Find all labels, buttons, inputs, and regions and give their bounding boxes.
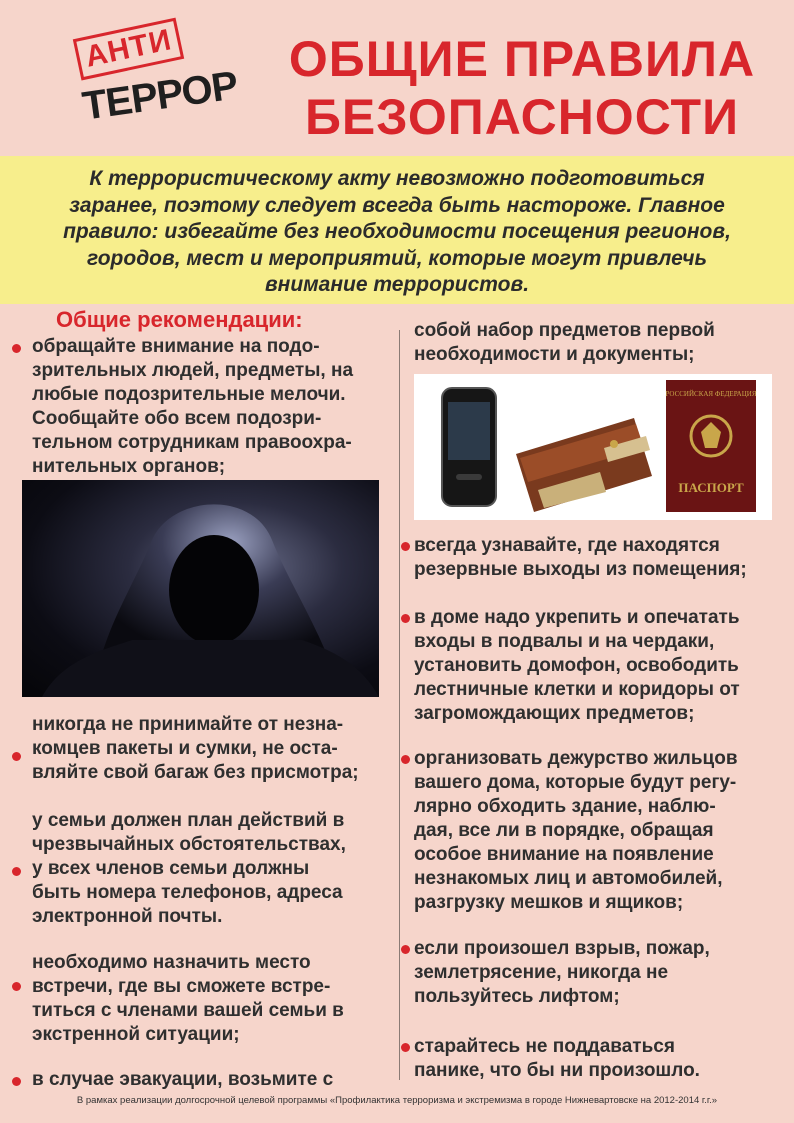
item-line: у семьи должен план действий в [32, 810, 345, 831]
intro-line: городов, мест и мероприятий, которые могут привлечь [87, 246, 707, 270]
item-line: всегда узнавайте, где находятся [414, 535, 720, 556]
mobile-phone-icon [442, 388, 496, 506]
item-line: лярно обходить здание, наблю- [414, 796, 716, 817]
intro-line: внимание террористов. [264, 273, 530, 296]
page-title-line2: БЕЗОПАСНОСТИ [304, 89, 740, 145]
intro-line: К террористическому акту невозможно подготовиться [89, 167, 705, 190]
item-line: пользуйтесь лифтом; [414, 986, 620, 1007]
item-line: электронной почты. [32, 906, 223, 927]
anti-terror-logo [70, 22, 250, 132]
passport-label: ПАСПОРТ [678, 480, 744, 495]
item-line: необходимо назначить место [32, 952, 311, 973]
page-title [262, 30, 782, 146]
item-line: дая, все ли в порядке, обращая [414, 820, 714, 841]
recommendation-item-9 [414, 937, 790, 1009]
recommendation-item-5-continued [414, 319, 784, 367]
intro-line: правило: избегайте без необходимости посещения регионов, [63, 220, 731, 243]
passport-top-text: РОССИЙСКАЯ ФЕДЕРАЦИЯ [665, 390, 757, 398]
item-line: панике, что бы ни произошло. [414, 1060, 700, 1081]
bullet-icon [12, 344, 21, 353]
item-line: входы в подвалы и на чердаки, [414, 631, 715, 652]
item-line: Сообщайте обо всем подозри- [32, 408, 322, 429]
item-line: любые подозрительные мелочи. [32, 384, 346, 405]
hooded-figure-icon [22, 480, 379, 697]
recommendation-item-1 [32, 335, 394, 479]
item-line: если произошел взрыв, пожар, [414, 938, 710, 959]
recommendation-item-8 [414, 747, 790, 915]
intro-text [30, 166, 764, 299]
hooded-figure-image [22, 480, 379, 697]
footer-note: В рамках реализации долгосрочной целевой программы «Профилактика терроризма и экстремизма в городе Нижневартовске на 2012-2014 г.г.» [76, 1095, 718, 1106]
logo-terror-text: ТЕРРОР [79, 63, 241, 129]
bullet-icon [401, 614, 410, 623]
item-line: титься с членами вашей семьи в [32, 1000, 344, 1021]
passport-icon [665, 380, 756, 512]
item-line: особое внимание на появление [414, 844, 714, 865]
item-line: установить домофон, освободить [414, 655, 739, 676]
item-line: старайтесь не поддаваться [414, 1036, 675, 1057]
page-title-line1: ОБЩИЕ ПРАВИЛА [288, 31, 756, 87]
item-line: разгрузку мешков и ящиков; [414, 892, 684, 913]
recommendation-item-2 [32, 713, 398, 785]
bullet-icon [12, 867, 21, 876]
recommendation-item-3 [32, 809, 394, 929]
item-line: в случае эвакуации, возьмите с [32, 1069, 334, 1090]
item-line: необходимости и документы; [414, 344, 695, 365]
item-line: незнакомых лиц и автомобилей, [414, 868, 723, 889]
item-line: вашего дома, которые будут регу- [414, 772, 737, 793]
wallet-icon [516, 418, 652, 512]
item-line: чрезвычайных обстоятельствах, [32, 834, 346, 855]
bullet-icon [401, 945, 410, 954]
recommendation-item-6 [414, 534, 790, 582]
item-line: загромождающих предметов; [414, 703, 695, 724]
recommendation-item-7 [414, 606, 790, 726]
item-line: экстренной ситуации; [32, 1024, 240, 1045]
bullet-icon [401, 542, 410, 551]
essentials-image [414, 374, 772, 520]
logo-anti-text: АНТИ [73, 18, 185, 81]
intro-band [0, 156, 794, 304]
item-line: в доме надо укрепить и опечатать [414, 607, 740, 628]
item-line: собой набор предметов первой [414, 320, 715, 341]
item-line: комцев пакеты и сумки, не оста- [32, 738, 338, 759]
recommendation-item-10 [414, 1035, 790, 1083]
item-line: тельном сотрудникам правоохра- [32, 432, 352, 453]
item-line: обращайте внимание на подо- [32, 336, 320, 357]
intro-line: заранее, поэтому следует всегда быть настороже. Главное [69, 193, 725, 217]
item-line: нительных органов; [32, 456, 226, 477]
item-line: вляйте свой багаж без присмотра; [32, 762, 359, 783]
item-line: встречи, где вы сможете встре- [32, 976, 331, 997]
item-line: быть номера телефонов, адреса [32, 882, 343, 903]
item-line: у всех членов семьи должны [32, 858, 310, 879]
item-line: землетрясение, никогда не [414, 962, 669, 983]
column-divider [399, 330, 400, 1080]
bullet-icon [12, 1077, 21, 1086]
section-title: Общие рекомендации: [56, 307, 303, 332]
item-line: резервные выходы из помещения; [414, 559, 747, 580]
bullet-icon [401, 1043, 410, 1052]
item-line: никогда не принимайте от незна- [32, 714, 344, 735]
bullet-icon [12, 752, 21, 761]
item-line: организовать дежурство жильцов [414, 748, 738, 769]
recommendation-item-5 [32, 1068, 394, 1092]
bullet-icon [12, 982, 21, 991]
item-line: зрительных людей, предметы, на [32, 360, 354, 381]
recommendation-item-4 [32, 951, 394, 1047]
bullet-icon [401, 755, 410, 764]
item-line: лестничные клетки и коридоры от [414, 679, 740, 700]
